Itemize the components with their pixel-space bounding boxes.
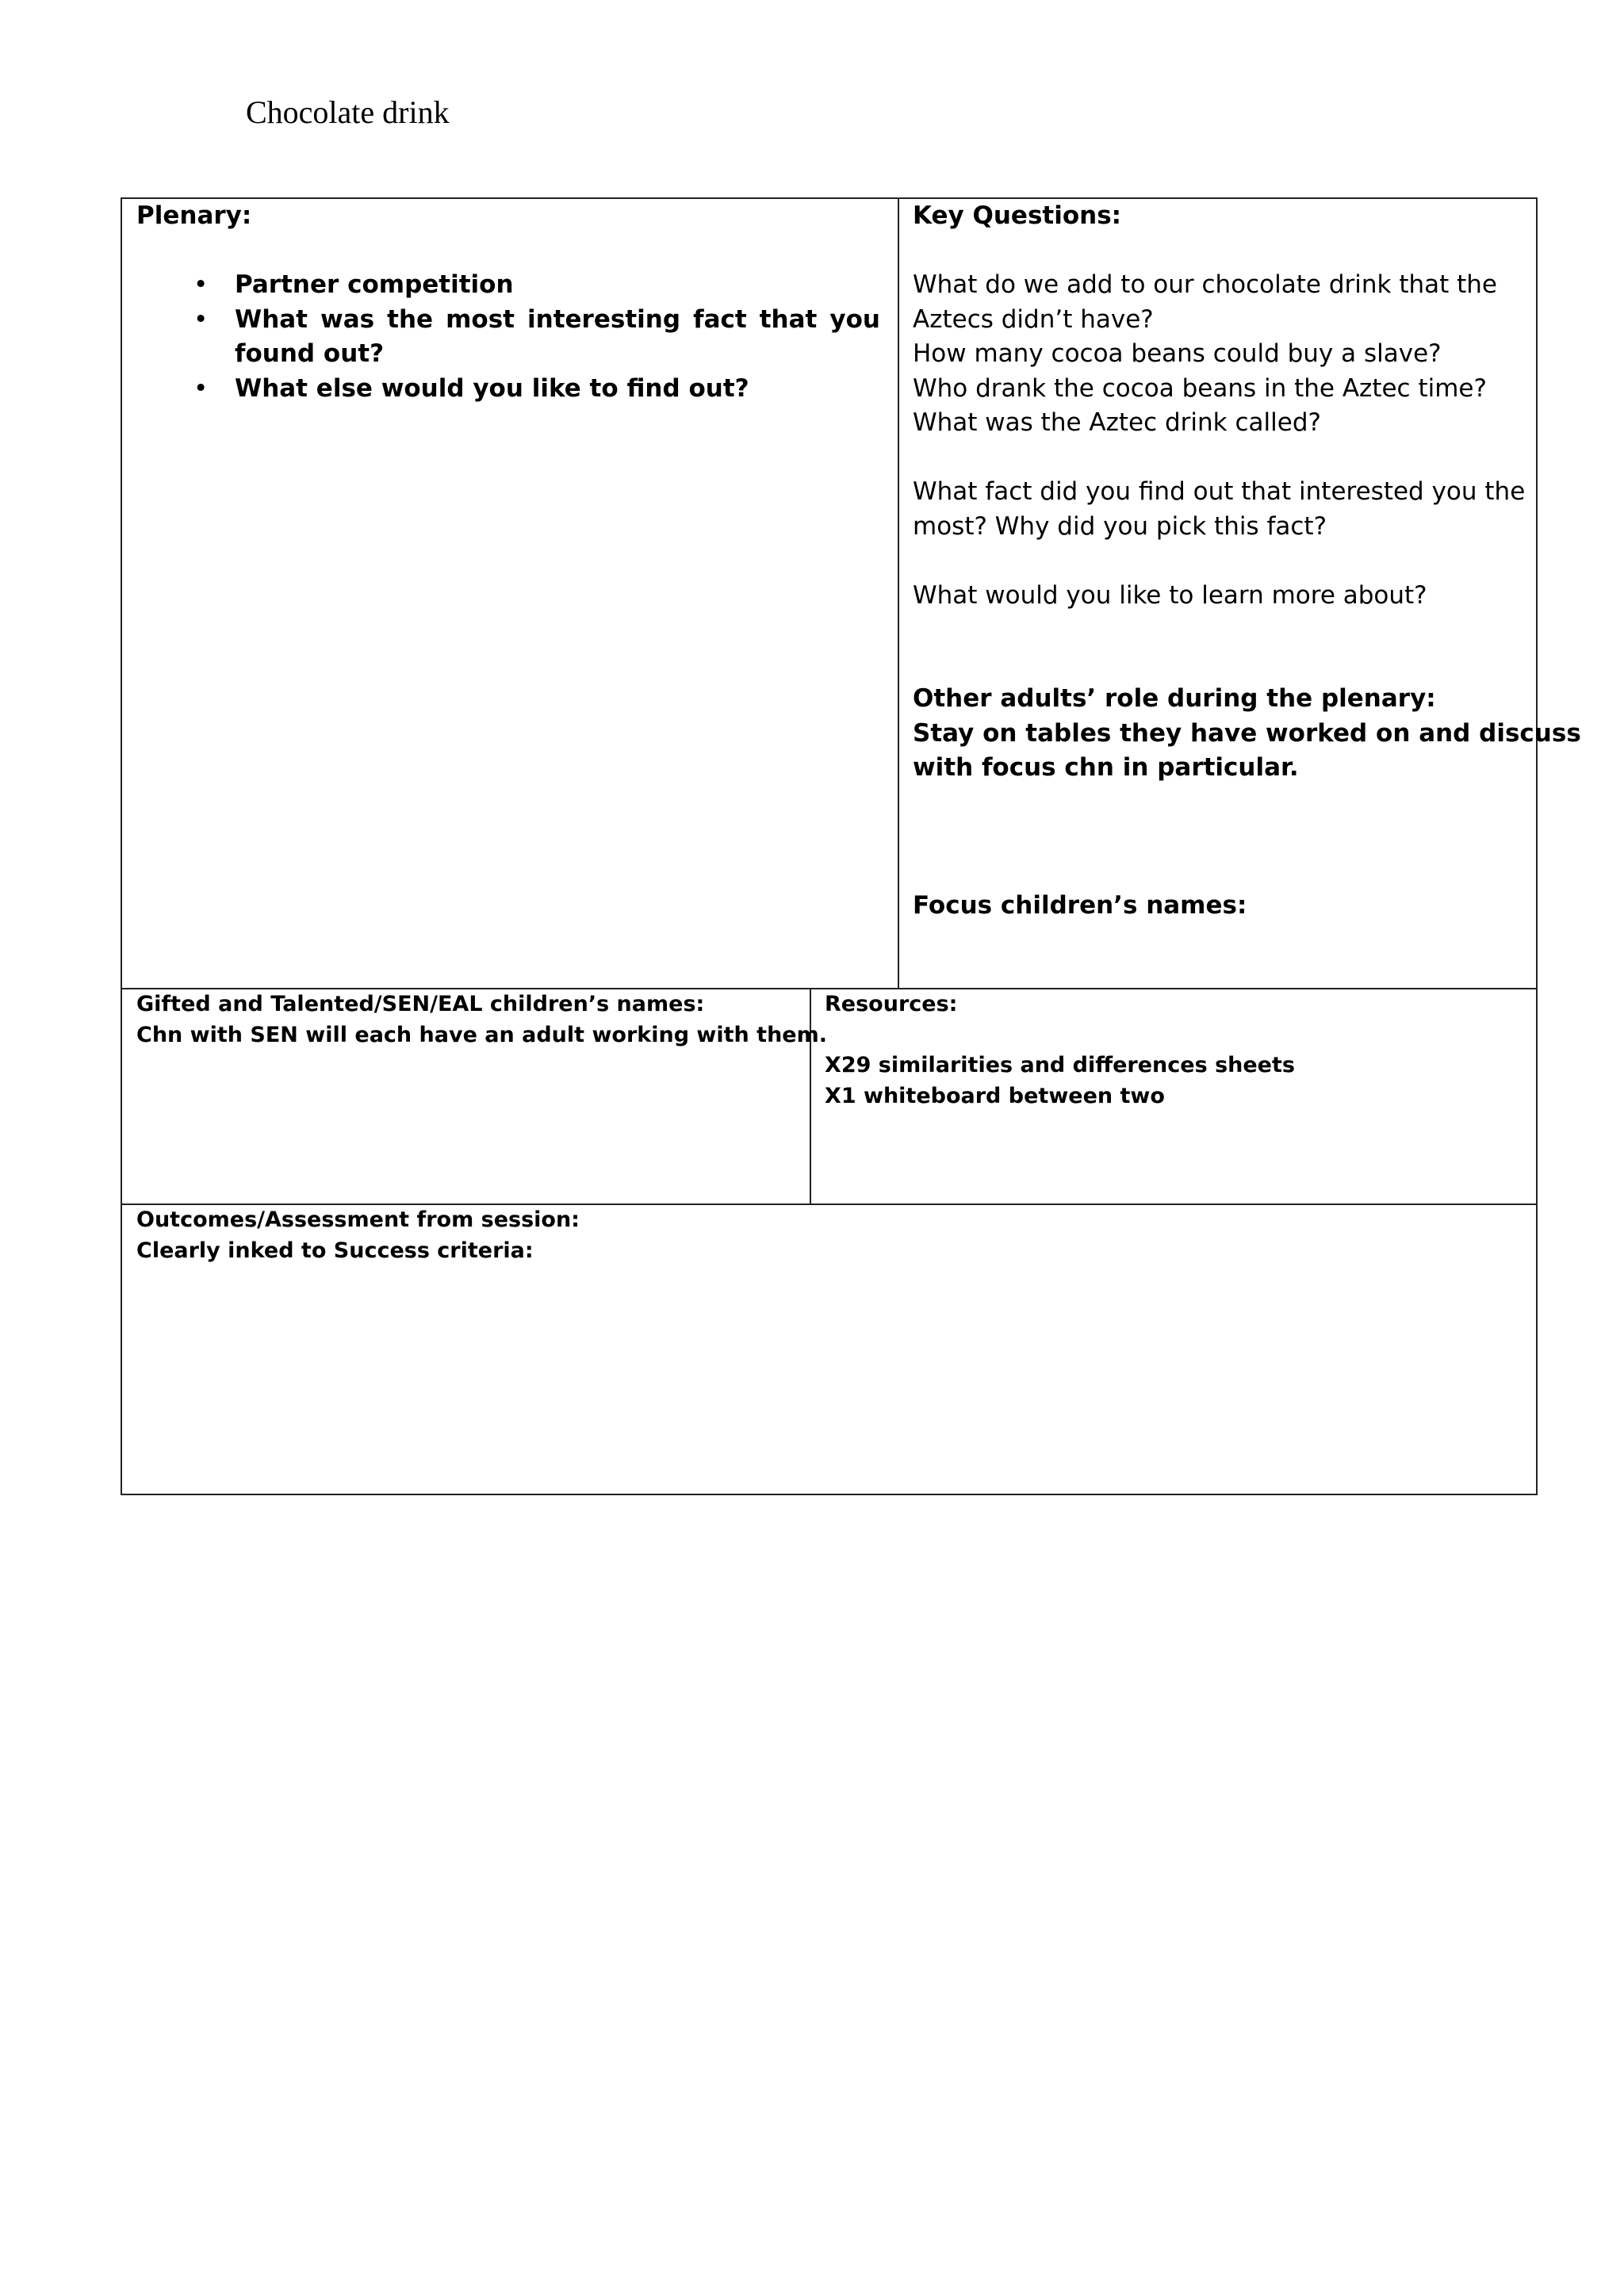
key-question-line: most? Why did you pick this fact? xyxy=(913,511,1327,541)
plenary-item xyxy=(136,372,898,407)
adults-role-text: Stay on tables they have worked on and discuss xyxy=(913,718,1581,748)
adults-role-text: with focus chn in particular. xyxy=(913,753,1299,782)
document-title: Chocolate drink xyxy=(246,94,450,130)
gifted-heading: Gifted and Talented/SEN/EAL children’s names: xyxy=(136,992,705,1016)
lesson-plan-table xyxy=(121,197,1581,1495)
bullet-icon: • xyxy=(193,373,209,403)
adults-role-heading: Other adults’ role during the plenary: xyxy=(913,684,1436,713)
key-questions-heading: Key Questions: xyxy=(913,201,1122,230)
resources-heading: Resources: xyxy=(825,992,958,1016)
plenary-item-text: Partner competition xyxy=(235,270,514,299)
key-question-line: What do we add to our chocolate drink that the xyxy=(913,270,1498,299)
plenary-list xyxy=(136,268,898,406)
plenary-heading: Plenary: xyxy=(136,201,252,230)
key-question-line: What would you like to learn more about? xyxy=(913,580,1427,610)
resource-item: X29 similarities and differences sheets xyxy=(825,1053,1295,1077)
gifted-text: Chn with SEN will each have an adult working with them. xyxy=(136,1022,827,1047)
outcomes-heading: Outcomes/Assessment from session: xyxy=(136,1207,580,1232)
key-question-line: Who drank the cocoa beans in the Aztec time? xyxy=(913,373,1487,403)
key-question-line: What fact did you find out that interested you the xyxy=(913,477,1526,506)
bullet-icon: • xyxy=(193,304,209,334)
resources-cell xyxy=(811,989,1536,1205)
plenary-cell xyxy=(122,199,899,989)
plenary-item-text: What else would you like to find out? xyxy=(235,373,749,403)
key-question-line: How many cocoa beans could buy a slave? xyxy=(913,339,1442,368)
plenary-item xyxy=(136,303,898,372)
key-question-line: What was the Aztec drink called? xyxy=(913,408,1321,437)
plenary-item-text: What was the most interesting fact that you found out? xyxy=(235,304,880,368)
gifted-cell xyxy=(122,989,827,1205)
outcomes-subheading: Clearly inked to Success criteria: xyxy=(136,1238,534,1263)
key-question-line: Aztecs didn’t have? xyxy=(913,304,1154,334)
plenary-item xyxy=(136,268,898,303)
outcomes-cell xyxy=(122,1205,1536,1494)
resource-item: X1 whiteboard between two xyxy=(825,1083,1165,1108)
key-questions-cell xyxy=(899,199,1581,989)
focus-children-heading: Focus children’s names: xyxy=(913,891,1247,920)
bullet-icon: • xyxy=(193,270,209,299)
